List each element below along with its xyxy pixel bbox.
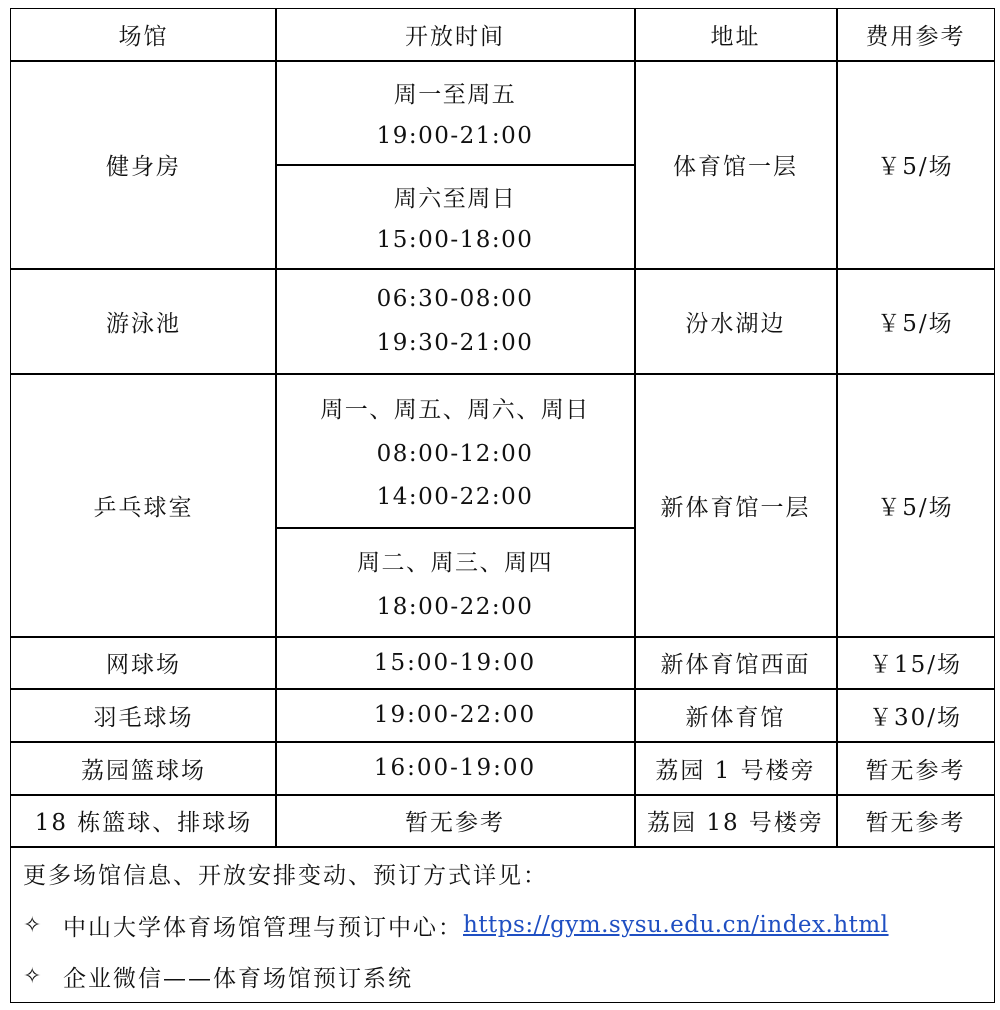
header-venue: 场馆: [118, 24, 169, 50]
gym-time-weekend: 15:00-18:00: [376, 227, 534, 254]
badminton-venue: 羽毛球场: [93, 704, 194, 731]
gym-hours-weekend: [276, 165, 634, 268]
diamond-star-icon: ✧: [23, 963, 44, 989]
badminton-address: 新体育馆: [685, 704, 786, 731]
pingpong-hours-a: [276, 374, 634, 527]
header-hours: 开放时间: [405, 24, 505, 50]
pingpong-time-b: 18:00-22:00: [376, 593, 534, 620]
gym-days-weekday: 周一至周五: [393, 81, 517, 108]
pingpong-days-a: 周一、周五、周六、周日: [320, 397, 590, 423]
booking-center-link[interactable]: https://gym.sysu.edu.cn/index.html: [463, 912, 889, 938]
booking-center-label: 中山大学体育场馆管理与预订中心：: [63, 914, 463, 941]
pingpong-hours-b: [276, 528, 634, 636]
block18-fee: 暂无参考: [865, 810, 966, 836]
gym-hours-weekday: [276, 61, 634, 164]
badminton-fee: ￥30/场: [868, 704, 962, 731]
block18-hours: 暂无参考: [405, 810, 505, 836]
pool-fee: ￥5/场: [877, 310, 954, 337]
header-address: 地址: [710, 24, 761, 50]
liyuan-basketball-hours: 16:00-19:00: [373, 755, 537, 781]
pool-venue: 游泳池: [106, 310, 181, 337]
badminton-hours: 19:00-22:00: [373, 702, 537, 728]
gym-venue: 健身房: [106, 154, 181, 180]
tennis-venue: 网球场: [106, 652, 181, 678]
tennis-hours: 15:00-19:00: [373, 649, 537, 676]
gym-address: 体育馆一层: [673, 154, 798, 180]
notes-item-booking-center: [23, 899, 889, 951]
liyuan-basketball-venue: 荔园篮球场: [81, 757, 206, 784]
pool-time-evening: 19:30-21:00: [376, 329, 534, 356]
pool-hours: [276, 269, 634, 373]
block18-address: 荔园 18 号楼旁: [647, 810, 824, 836]
gym-fee: ￥5/场: [877, 154, 954, 180]
header-fee: 费用参考: [865, 24, 966, 50]
pool-address: 汾水湖边: [685, 310, 786, 337]
gym-days-weekend: 周六至周日: [393, 185, 517, 212]
venue-table: [10, 8, 995, 1003]
wechat-booking-label: 企业微信——体育场馆预订系统: [63, 965, 413, 992]
pingpong-days-b: 周二、周三、周四: [357, 550, 553, 577]
pingpong-fee: ￥5/场: [877, 494, 954, 521]
pingpong-time-a1: 08:00-12:00: [376, 441, 534, 467]
notes-item-wechat: [23, 950, 413, 1002]
pingpong-venue: 乒乓球室: [93, 494, 194, 521]
diamond-star-icon: ✧: [23, 912, 44, 938]
liyuan-basketball-fee: 暂无参考: [865, 757, 966, 784]
tennis-fee: ￥15/场: [868, 652, 962, 678]
pingpong-address: 新体育馆一层: [660, 494, 811, 521]
pingpong-time-a2: 14:00-22:00: [376, 484, 534, 510]
tennis-address: 新体育馆西面: [660, 652, 811, 678]
block18-venue: 18 栋篮球、排球场: [34, 810, 253, 836]
gym-time-weekday: 19:00-21:00: [376, 123, 534, 150]
liyuan-basketball-address: 荔园 1 号楼旁: [655, 757, 816, 784]
notes-intro: 更多场馆信息、开放安排变动、预订方式详见：: [23, 862, 548, 889]
pool-time-morning: 06:30-08:00: [376, 286, 534, 313]
